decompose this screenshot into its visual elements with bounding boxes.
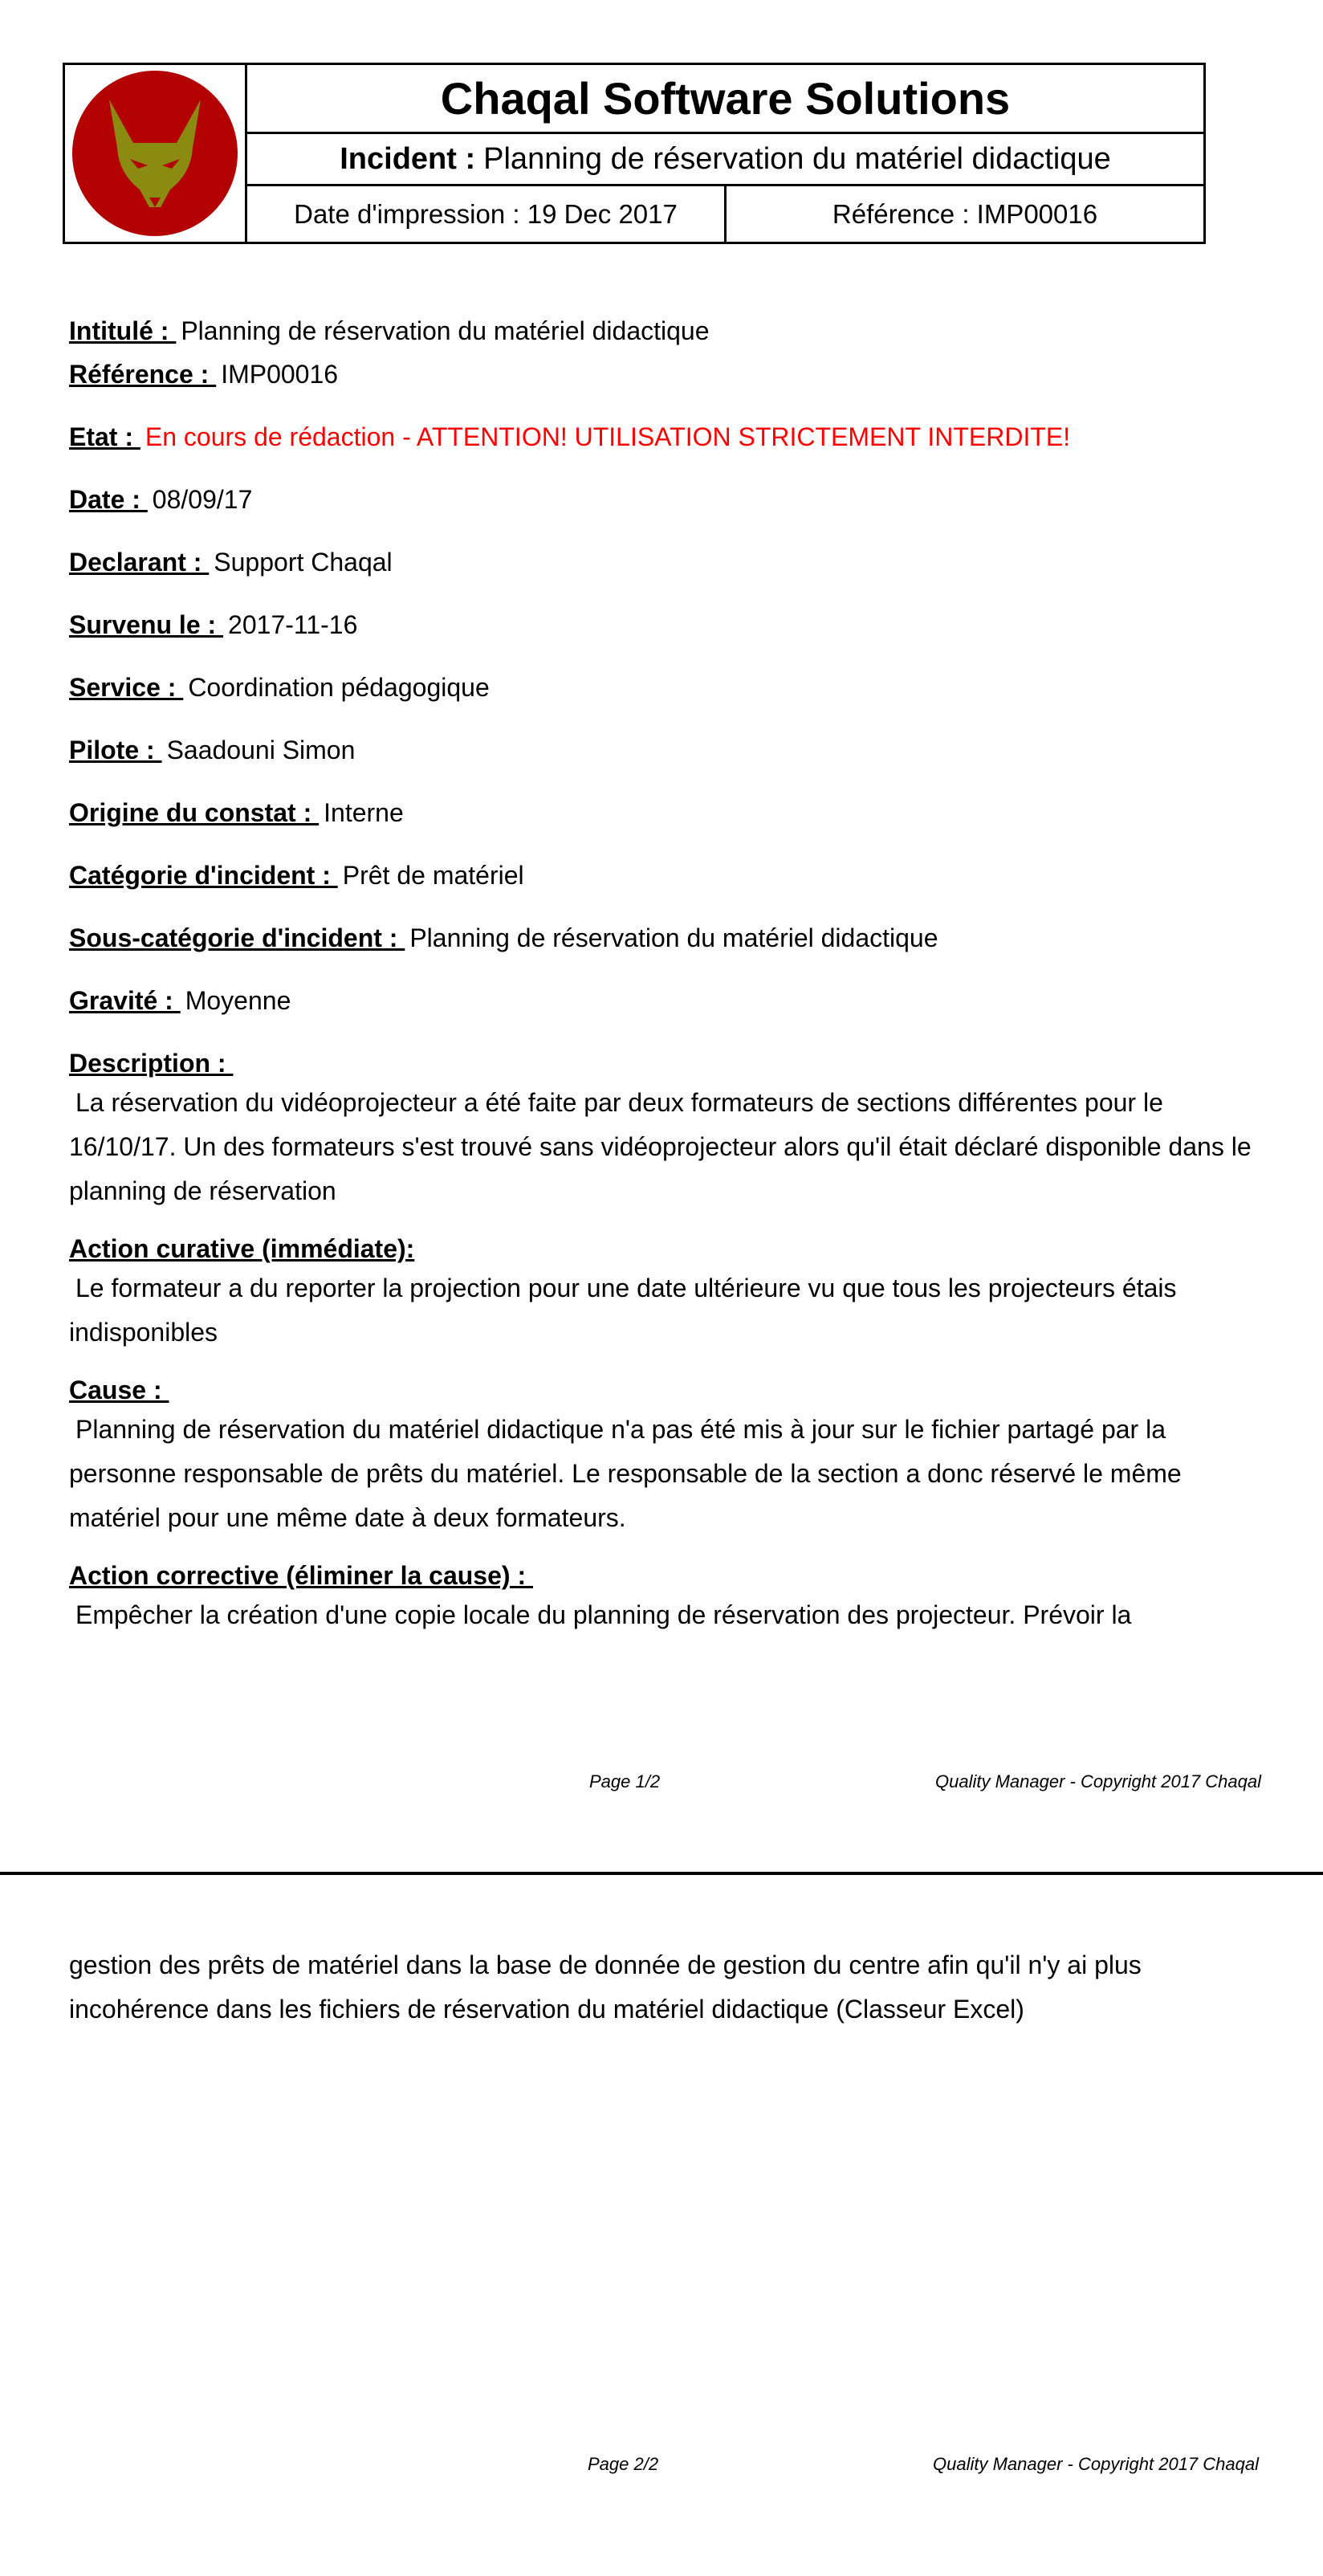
header-reference: Référence : IMP00016	[832, 198, 1098, 229]
incident-title: Planning de réservation du matériel didactique	[483, 141, 1111, 176]
field-label: Survenu le :	[69, 610, 224, 639]
print-date: Date d'impression : 19 Dec 2017	[247, 186, 727, 242]
field-value: Prêt de matériel	[342, 861, 524, 890]
page-number: Page 1/2	[589, 1771, 661, 1791]
field-categorie	[69, 858, 1257, 893]
header-meta	[247, 186, 1203, 242]
field-label: Pilote :	[69, 736, 162, 764]
field-value: 08/09/17	[152, 485, 253, 514]
incident-heading	[247, 134, 1203, 186]
field-label: Service :	[69, 673, 184, 702]
field-label: Référence :	[69, 360, 217, 389]
field-label: Origine du constat :	[69, 798, 320, 827]
incident-label: Incident :	[340, 141, 476, 176]
page1-body	[69, 313, 1257, 1637]
description-text: La réservation du vidéoprojecteur a été faite par deux formateurs de sections différentes pour le 16/10/17. Un des formateurs s'est trouvé sans vidéoprojecteur alors qu'il était déclaré disponible dans le planning de réservation	[69, 1088, 1252, 1205]
field-value: Moyenne	[185, 986, 291, 1015]
field-service	[69, 670, 1257, 705]
field-label: Gravité :	[69, 986, 181, 1015]
section-label: Action corrective (éliminer la cause) :	[69, 1561, 533, 1590]
field-gravite	[69, 983, 1257, 1018]
field-label: Date :	[69, 485, 148, 514]
section-action-curative	[69, 1231, 1257, 1266]
field-value: Support Chaqal	[214, 548, 393, 577]
field-sous-categorie	[69, 920, 1257, 956]
field-etat	[69, 419, 1257, 454]
field-value: IMP00016	[221, 360, 339, 389]
field-value: Saadouni Simon	[166, 736, 356, 764]
field-value: Planning de réservation du matériel didactique	[181, 316, 710, 345]
action-curative-text: Le formateur a du reporter la projection pour une date ultérieure vu que tous les projecteurs étais indisponibles	[69, 1274, 1177, 1347]
status-value: En cours de rédaction - ATTENTION! UTILISATION STRICTEMENT INTERDITE!	[145, 422, 1071, 451]
cause-text: Planning de réservation du matériel didactique n'a pas été mis à jour sur le fichier partagé par la personne responsable de prêts du matériel. Le responsable de la section a donc réservé le même matériel pour une même date à deux formateurs.	[69, 1415, 1182, 1532]
footer-copyright: Quality Manager - Copyright 2017 Chaqal	[935, 1771, 1262, 1791]
field-value: Interne	[324, 798, 404, 827]
field-label: Etat :	[69, 422, 140, 451]
section-label: Cause :	[69, 1376, 169, 1404]
field-value: Planning de réservation du matériel didactique	[409, 923, 938, 952]
section-label: Action curative (immédiate):	[69, 1234, 415, 1263]
document-header	[63, 63, 1206, 244]
header-title-area	[247, 65, 1203, 242]
action-corrective-text-page2: gestion des prêts de matériel dans la base de donnée de gestion du centre afin qu'il n'y ai plus incohérence dans les fichiers de réservation du matériel didactique (Classeur Excel)	[69, 1950, 1142, 2024]
field-origine	[69, 795, 1257, 830]
field-date	[69, 482, 1257, 517]
section-description	[69, 1045, 1257, 1081]
field-value: 2017-11-16	[228, 610, 358, 639]
page-number: Page 2/2	[588, 2454, 659, 2474]
action-corrective-text-page1: Empêcher la création d'une copie locale du planning de réservation des projecteur. Prévoir la	[75, 1600, 1132, 1629]
field-pilote	[69, 732, 1257, 768]
logo-cell	[65, 65, 247, 242]
jackal-logo-icon	[71, 69, 239, 238]
field-survenu	[69, 607, 1257, 642]
footer-copyright: Quality Manager - Copyright 2017 Chaqal	[933, 2454, 1260, 2474]
section-label: Description :	[69, 1049, 234, 1078]
field-label: Declarant :	[69, 548, 210, 577]
company-name: Chaqal Software Solutions	[247, 65, 1203, 134]
field-label: Catégorie d'incident :	[69, 861, 338, 890]
field-label: Intitulé :	[69, 316, 177, 345]
section-cause	[69, 1372, 1257, 1408]
field-declarant	[69, 544, 1257, 580]
section-action-corrective	[69, 1558, 1257, 1593]
field-value: Coordination pédagogique	[188, 673, 490, 702]
page-divider	[0, 1872, 1323, 1875]
field-intitule	[69, 313, 1257, 348]
field-label: Sous-catégorie d'incident :	[69, 923, 405, 952]
field-reference	[69, 357, 1257, 392]
